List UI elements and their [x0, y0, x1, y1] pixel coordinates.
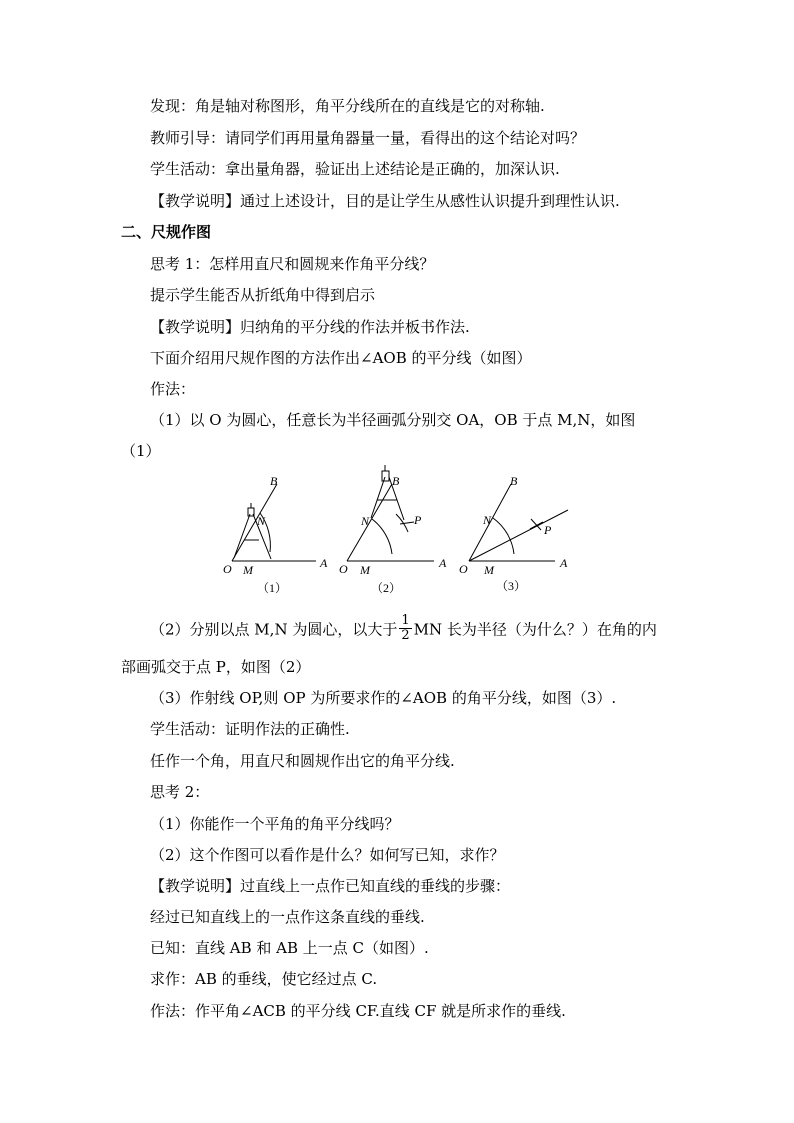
text-line — [150, 613, 657, 645]
teaching-note: 【教学说明】过直线上一点作已知直线的垂线的步骤： — [150, 877, 511, 895]
section-heading: 二、尺规作图 — [121, 223, 212, 241]
label-n: N — [257, 514, 266, 528]
text-line: 教师引导：请同学们再用量角器量一量，看得出的这个结论对吗？ — [150, 129, 586, 147]
label-o: O — [339, 562, 348, 576]
text-line: （3）作射线 OP,则 OP 为所要求作的∠AOB 的角平分线，如图（3）. — [150, 689, 617, 707]
text-line: 作法： — [150, 380, 196, 398]
text-line: 学生活动：证明作法的正确性. — [150, 720, 350, 738]
figure-caption: （1） — [257, 581, 288, 595]
label-a: A — [320, 556, 328, 570]
text-line: 下面介绍用尺规作图的方法作出∠AOB 的平分线（如图） — [150, 349, 532, 367]
text-line: 思考 2： — [150, 783, 210, 801]
compass-icon — [234, 503, 271, 559]
label-n: N — [483, 513, 492, 527]
text-line: （2）这个作图可以看作是什么？如何写已知，求作？ — [150, 846, 505, 864]
teaching-note: 【教学说明】通过上述设计，目的是让学生从感性认识提升到理性认识. — [150, 192, 620, 210]
label-p: P — [544, 523, 552, 537]
label-o: O — [223, 562, 232, 576]
teaching-note: 【教学说明】归纳角的平分线的作法并板书作法. — [150, 318, 470, 336]
arc-mn — [372, 519, 392, 554]
fraction-numerator: 1 — [401, 613, 410, 628]
text-span: （2）分别以点 M,N 为圆心，以大于 — [150, 620, 398, 639]
label-m: M — [360, 563, 370, 577]
text-line: 经过已知直线上的一点作这条直线的垂线. — [150, 908, 425, 926]
text-line: 学生活动：拿出量角器，验证出上述结论是正确的，加深认识. — [150, 160, 560, 178]
construction-figures — [0, 462, 794, 602]
figure-1 — [232, 484, 316, 561]
label-b: B — [510, 474, 518, 488]
label-p: P — [414, 513, 422, 527]
fraction-denominator: 2 — [401, 628, 410, 643]
label-m: M — [243, 563, 253, 577]
text-line: 部画弧交于点 P，如图（2） — [121, 658, 311, 676]
fraction — [399, 614, 411, 643]
label-b: B — [270, 474, 278, 488]
label-a: A — [560, 556, 568, 570]
label-m: M — [484, 563, 494, 577]
text-line: 任作一个角，用直尺和圆规作出它的角平分线. — [150, 752, 455, 770]
label-a: A — [439, 556, 447, 570]
label-n: N — [361, 514, 370, 528]
figure-caption: （2） — [371, 581, 402, 595]
label-o: O — [459, 562, 468, 576]
text-line: （1）以 O 为圆心，任意长为半径画弧分别交 OA，OB 于点 M,N，如图 — [150, 411, 636, 429]
text-line: 求作：AB 的垂线，使它经过点 C. — [150, 970, 378, 988]
label-b: B — [392, 474, 400, 488]
arc-p2 — [530, 522, 543, 529]
figure-caption: （3） — [496, 579, 527, 593]
arc-mn — [493, 518, 514, 554]
text-span: MN 长为半径（为什么？）在角的内 — [413, 620, 657, 639]
text-line: 思考 1：怎样用直尺和圆规来作角平分线？ — [150, 255, 435, 273]
text-line: 发现：角是轴对称图形，角平分线所在的直线是它的对称轴. — [150, 97, 545, 115]
arc-p2 — [400, 522, 414, 524]
text-line: 已知：直线 AB 和 AB 上一点 C（如图）. — [150, 939, 429, 957]
text-line: （1） — [121, 442, 161, 460]
text-line: 作法：作平角∠ACB 的平分线 CF.直线 CF 就是所求作的垂线. — [150, 1002, 566, 1020]
text-line: 提示学生能否从折纸角中得到启示 — [150, 286, 376, 304]
ray-ob — [347, 484, 392, 561]
text-line: （1）你能作一个平角的角平分线吗？ — [150, 815, 400, 833]
